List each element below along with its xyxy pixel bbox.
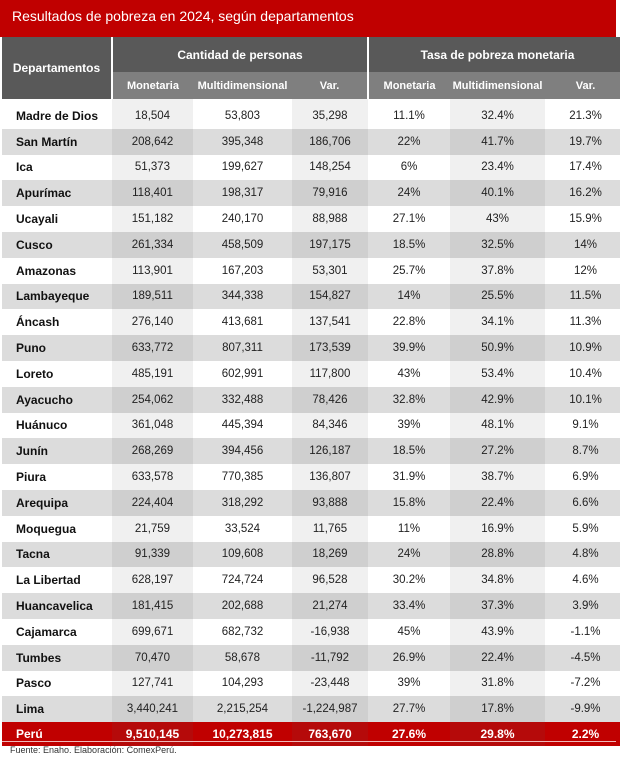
monetaria-tasa: 27.7% bbox=[368, 696, 450, 722]
var-cantidad: 197,175 bbox=[292, 232, 368, 258]
department-name: Ayacucho bbox=[2, 387, 112, 413]
multidimensional-cantidad: 770,385 bbox=[193, 464, 292, 490]
multidimensional-tasa: 37.3% bbox=[450, 593, 545, 619]
multidimensional-tasa: 34.1% bbox=[450, 309, 545, 335]
var-tasa: 11.3% bbox=[545, 309, 620, 335]
var-cantidad: 21,274 bbox=[292, 593, 368, 619]
multidimensional-tasa: 53.4% bbox=[450, 361, 545, 387]
subheader-multidimensional-tasa: Multidimensional bbox=[450, 72, 545, 99]
monetaria-tasa: 26.9% bbox=[368, 645, 450, 671]
monetaria-cantidad: 51,373 bbox=[112, 155, 193, 181]
multidimensional-tasa: 32.5% bbox=[450, 232, 545, 258]
monetaria-tasa: 32.8% bbox=[368, 387, 450, 413]
var-tasa: 17.4% bbox=[545, 155, 620, 181]
multidimensional-cantidad: 240,170 bbox=[193, 206, 292, 232]
monetaria-tasa: 31.9% bbox=[368, 464, 450, 490]
var-tasa: 4.6% bbox=[545, 567, 620, 593]
department-name: Tacna bbox=[2, 542, 112, 568]
monetaria-tasa: 33.4% bbox=[368, 593, 450, 619]
var-cantidad: 173,539 bbox=[292, 335, 368, 361]
var-tasa: 6.9% bbox=[545, 464, 620, 490]
multidimensional-tasa: 25.5% bbox=[450, 284, 545, 310]
table-row bbox=[2, 387, 620, 413]
var-cantidad: 78,426 bbox=[292, 387, 368, 413]
var-tasa: 3.9% bbox=[545, 593, 620, 619]
var-cantidad: 148,254 bbox=[292, 155, 368, 181]
var-tasa: -9.9% bbox=[545, 696, 620, 722]
monetaria-cantidad: 181,415 bbox=[112, 593, 193, 619]
multidimensional-cantidad: 199,627 bbox=[193, 155, 292, 181]
monetaria-cantidad: 485,191 bbox=[112, 361, 193, 387]
department-name: Amazonas bbox=[2, 258, 112, 284]
monetaria-cantidad: 268,269 bbox=[112, 438, 193, 464]
multidimensional-cantidad: 332,488 bbox=[193, 387, 292, 413]
table-row bbox=[2, 361, 620, 387]
monetaria-cantidad: 699,671 bbox=[112, 619, 193, 645]
monetaria-cantidad: 127,741 bbox=[112, 671, 193, 697]
table-row bbox=[2, 516, 620, 542]
monetaria-cantidad: 224,404 bbox=[112, 490, 193, 516]
var-cantidad: 137,541 bbox=[292, 309, 368, 335]
multidimensional-tasa: 16.9% bbox=[450, 516, 545, 542]
total-multidimensional-cantidad: 10,273,815 bbox=[193, 722, 292, 746]
monetaria-cantidad: 254,062 bbox=[112, 387, 193, 413]
table-row bbox=[2, 103, 620, 129]
monetaria-tasa: 24% bbox=[368, 542, 450, 568]
multidimensional-cantidad: 344,338 bbox=[193, 284, 292, 310]
monetaria-tasa: 14% bbox=[368, 284, 450, 310]
monetaria-tasa: 39.9% bbox=[368, 335, 450, 361]
monetaria-cantidad: 261,334 bbox=[112, 232, 193, 258]
monetaria-tasa: 45% bbox=[368, 619, 450, 645]
subheader-multidimensional-cantidad: Multidimensional bbox=[193, 72, 292, 99]
var-tasa: 9.1% bbox=[545, 413, 620, 439]
multidimensional-tasa: 43.9% bbox=[450, 619, 545, 645]
multidimensional-tasa: 22.4% bbox=[450, 645, 545, 671]
multidimensional-cantidad: 33,524 bbox=[193, 516, 292, 542]
table-row bbox=[2, 206, 620, 232]
subheader-monetaria-cantidad: Monetaria bbox=[112, 72, 193, 99]
department-name: Tumbes bbox=[2, 645, 112, 671]
table-row bbox=[2, 567, 620, 593]
monetaria-tasa: 22% bbox=[368, 129, 450, 155]
table-row bbox=[2, 129, 620, 155]
multidimensional-tasa: 27.2% bbox=[450, 438, 545, 464]
table-row bbox=[2, 155, 620, 181]
var-cantidad: -1,224,987 bbox=[292, 696, 368, 722]
source-note: Fuente: Enaho. Elaboración: ComexPerú. bbox=[10, 745, 177, 755]
table-body bbox=[2, 99, 620, 722]
monetaria-tasa: 27.1% bbox=[368, 206, 450, 232]
department-name: Huánuco bbox=[2, 413, 112, 439]
monetaria-cantidad: 118,401 bbox=[112, 180, 193, 206]
multidimensional-tasa: 48.1% bbox=[450, 413, 545, 439]
monetaria-cantidad: 633,578 bbox=[112, 464, 193, 490]
monetaria-tasa: 15.8% bbox=[368, 490, 450, 516]
footer-divider bbox=[2, 741, 616, 742]
table-row bbox=[2, 464, 620, 490]
total-var-tasa: 2.2% bbox=[545, 722, 620, 746]
var-tasa: -4.5% bbox=[545, 645, 620, 671]
monetaria-cantidad: 151,182 bbox=[112, 206, 193, 232]
monetaria-tasa: 25.7% bbox=[368, 258, 450, 284]
multidimensional-cantidad: 807,311 bbox=[193, 335, 292, 361]
monetaria-tasa: 18.5% bbox=[368, 232, 450, 258]
department-name: Lima bbox=[2, 696, 112, 722]
multidimensional-cantidad: 413,681 bbox=[193, 309, 292, 335]
multidimensional-cantidad: 445,394 bbox=[193, 413, 292, 439]
multidimensional-cantidad: 53,803 bbox=[193, 103, 292, 129]
multidimensional-tasa: 23.4% bbox=[450, 155, 545, 181]
var-cantidad: -16,938 bbox=[292, 619, 368, 645]
multidimensional-cantidad: 394,456 bbox=[193, 438, 292, 464]
monetaria-tasa: 6% bbox=[368, 155, 450, 181]
subheader-monetaria-tasa: Monetaria bbox=[368, 72, 450, 99]
var-cantidad: 117,800 bbox=[292, 361, 368, 387]
var-tasa: 19.7% bbox=[545, 129, 620, 155]
multidimensional-tasa: 34.8% bbox=[450, 567, 545, 593]
multidimensional-tasa: 28.8% bbox=[450, 542, 545, 568]
monetaria-cantidad: 628,197 bbox=[112, 567, 193, 593]
multidimensional-cantidad: 58,678 bbox=[193, 645, 292, 671]
monetaria-cantidad: 208,642 bbox=[112, 129, 193, 155]
monetaria-tasa: 24% bbox=[368, 180, 450, 206]
table-row bbox=[2, 335, 620, 361]
monetaria-cantidad: 189,511 bbox=[112, 284, 193, 310]
department-name: Junín bbox=[2, 438, 112, 464]
monetaria-cantidad: 113,901 bbox=[112, 258, 193, 284]
table-row bbox=[2, 542, 620, 568]
subheader-var-tasa: Var. bbox=[545, 72, 620, 99]
var-cantidad: 93,888 bbox=[292, 490, 368, 516]
table-row bbox=[2, 593, 620, 619]
total-var-cantidad: 763,670 bbox=[292, 722, 368, 746]
multidimensional-cantidad: 198,317 bbox=[193, 180, 292, 206]
monetaria-cantidad: 361,048 bbox=[112, 413, 193, 439]
var-cantidad: 11,765 bbox=[292, 516, 368, 542]
monetaria-tasa: 43% bbox=[368, 361, 450, 387]
var-tasa: 14% bbox=[545, 232, 620, 258]
table-row bbox=[2, 258, 620, 284]
var-cantidad: -11,792 bbox=[292, 645, 368, 671]
table-row bbox=[2, 180, 620, 206]
multidimensional-cantidad: 104,293 bbox=[193, 671, 292, 697]
multidimensional-cantidad: 2,215,254 bbox=[193, 696, 292, 722]
table-row bbox=[2, 284, 620, 310]
multidimensional-cantidad: 318,292 bbox=[193, 490, 292, 516]
monetaria-tasa: 11.1% bbox=[368, 103, 450, 129]
monetaria-tasa: 18.5% bbox=[368, 438, 450, 464]
table-row bbox=[2, 413, 620, 439]
multidimensional-cantidad: 458,509 bbox=[193, 232, 292, 258]
table-title: Resultados de pobreza en 2024, según departamentos bbox=[0, 0, 616, 37]
monetaria-cantidad: 3,440,241 bbox=[112, 696, 193, 722]
department-name: Moquegua bbox=[2, 516, 112, 542]
var-tasa: 15.9% bbox=[545, 206, 620, 232]
var-tasa: 16.2% bbox=[545, 180, 620, 206]
department-name: San Martín bbox=[2, 129, 112, 155]
var-cantidad: 53,301 bbox=[292, 258, 368, 284]
table-row bbox=[2, 696, 620, 722]
multidimensional-cantidad: 167,203 bbox=[193, 258, 292, 284]
multidimensional-tasa: 41.7% bbox=[450, 129, 545, 155]
monetaria-cantidad: 633,772 bbox=[112, 335, 193, 361]
var-cantidad: -23,448 bbox=[292, 671, 368, 697]
total-multidimensional-tasa: 29.8% bbox=[450, 722, 545, 746]
department-name: Lambayeque bbox=[2, 284, 112, 310]
monetaria-cantidad: 276,140 bbox=[112, 309, 193, 335]
multidimensional-cantidad: 724,724 bbox=[193, 567, 292, 593]
department-name: Ucayali bbox=[2, 206, 112, 232]
var-cantidad: 84,346 bbox=[292, 413, 368, 439]
var-tasa: 10.1% bbox=[545, 387, 620, 413]
department-name: Arequipa bbox=[2, 490, 112, 516]
table-row bbox=[2, 671, 620, 697]
table-row bbox=[2, 619, 620, 645]
var-tasa: 4.8% bbox=[545, 542, 620, 568]
department-name: Pasco bbox=[2, 671, 112, 697]
multidimensional-tasa: 31.8% bbox=[450, 671, 545, 697]
monetaria-cantidad: 91,339 bbox=[112, 542, 193, 568]
multidimensional-cantidad: 682,732 bbox=[193, 619, 292, 645]
var-cantidad: 88,988 bbox=[292, 206, 368, 232]
total-monetaria-cantidad: 9,510,145 bbox=[112, 722, 193, 746]
var-cantidad: 136,807 bbox=[292, 464, 368, 490]
subheader-var-cantidad: Var. bbox=[292, 72, 368, 99]
table-row bbox=[2, 645, 620, 671]
department-name: Ica bbox=[2, 155, 112, 181]
var-cantidad: 35,298 bbox=[292, 103, 368, 129]
multidimensional-tasa: 32.4% bbox=[450, 103, 545, 129]
department-name: Apurímac bbox=[2, 180, 112, 206]
department-name: La Libertad bbox=[2, 567, 112, 593]
var-tasa: 11.5% bbox=[545, 284, 620, 310]
poverty-table bbox=[2, 37, 620, 746]
monetaria-tasa: 39% bbox=[368, 413, 450, 439]
var-cantidad: 18,269 bbox=[292, 542, 368, 568]
total-label: Perú bbox=[2, 722, 112, 746]
department-name: Cusco bbox=[2, 232, 112, 258]
header-cantidad-personas: Cantidad de personas bbox=[112, 37, 368, 72]
monetaria-cantidad: 18,504 bbox=[112, 103, 193, 129]
table-row bbox=[2, 438, 620, 464]
monetaria-tasa: 30.2% bbox=[368, 567, 450, 593]
multidimensional-tasa: 40.1% bbox=[450, 180, 545, 206]
total-row bbox=[2, 722, 620, 746]
var-tasa: 21.3% bbox=[545, 103, 620, 129]
monetaria-cantidad: 21,759 bbox=[112, 516, 193, 542]
monetaria-cantidad: 70,470 bbox=[112, 645, 193, 671]
department-name: Áncash bbox=[2, 309, 112, 335]
multidimensional-tasa: 22.4% bbox=[450, 490, 545, 516]
var-tasa: 10.9% bbox=[545, 335, 620, 361]
department-name: Madre de Dios bbox=[2, 103, 112, 129]
multidimensional-cantidad: 202,688 bbox=[193, 593, 292, 619]
var-tasa: 8.7% bbox=[545, 438, 620, 464]
var-tasa: 12% bbox=[545, 258, 620, 284]
department-name: Piura bbox=[2, 464, 112, 490]
var-tasa: -7.2% bbox=[545, 671, 620, 697]
multidimensional-tasa: 17.8% bbox=[450, 696, 545, 722]
monetaria-tasa: 22.8% bbox=[368, 309, 450, 335]
table-row bbox=[2, 490, 620, 516]
table-row bbox=[2, 232, 620, 258]
monetaria-tasa: 11% bbox=[368, 516, 450, 542]
multidimensional-cantidad: 395,348 bbox=[193, 129, 292, 155]
var-tasa: 6.6% bbox=[545, 490, 620, 516]
multidimensional-cantidad: 109,608 bbox=[193, 542, 292, 568]
var-tasa: 5.9% bbox=[545, 516, 620, 542]
var-cantidad: 154,827 bbox=[292, 284, 368, 310]
table-row bbox=[2, 309, 620, 335]
monetaria-tasa: 39% bbox=[368, 671, 450, 697]
header-tasa-pobreza: Tasa de pobreza monetaria bbox=[368, 37, 620, 72]
var-cantidad: 126,187 bbox=[292, 438, 368, 464]
var-tasa: 10.4% bbox=[545, 361, 620, 387]
multidimensional-tasa: 43% bbox=[450, 206, 545, 232]
var-cantidad: 79,916 bbox=[292, 180, 368, 206]
multidimensional-tasa: 50.9% bbox=[450, 335, 545, 361]
multidimensional-tasa: 42.9% bbox=[450, 387, 545, 413]
multidimensional-tasa: 37.8% bbox=[450, 258, 545, 284]
header-departamentos: Departamentos bbox=[2, 37, 112, 99]
department-name: Huancavelica bbox=[2, 593, 112, 619]
var-cantidad: 186,706 bbox=[292, 129, 368, 155]
var-tasa: -1.1% bbox=[545, 619, 620, 645]
department-name: Loreto bbox=[2, 361, 112, 387]
multidimensional-tasa: 38.7% bbox=[450, 464, 545, 490]
multidimensional-cantidad: 602,991 bbox=[193, 361, 292, 387]
department-name: Cajamarca bbox=[2, 619, 112, 645]
department-name: Puno bbox=[2, 335, 112, 361]
total-monetaria-tasa: 27.6% bbox=[368, 722, 450, 746]
var-cantidad: 96,528 bbox=[292, 567, 368, 593]
